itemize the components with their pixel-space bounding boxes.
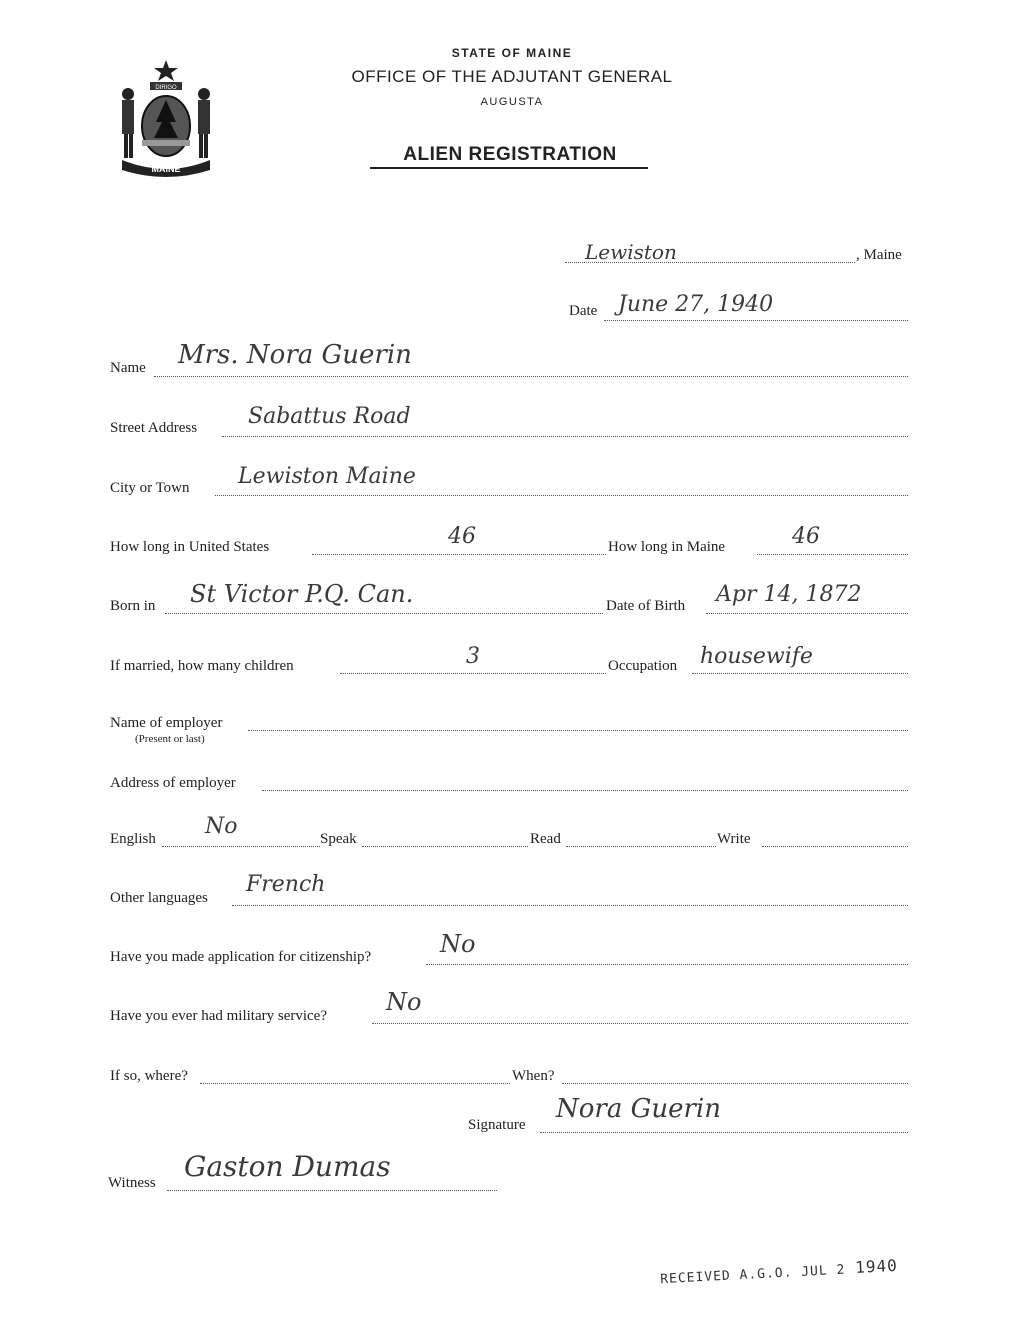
born-in-label: Born in (110, 598, 156, 614)
title-underline (370, 167, 648, 169)
years-maine-value: 46 (792, 524, 820, 549)
write-line (762, 846, 908, 847)
military-line (372, 1023, 908, 1024)
name-value: Mrs. Nora Guerin (178, 340, 412, 370)
speak-line (362, 846, 528, 847)
english-line (162, 846, 320, 847)
employer-label: Name of employer (110, 715, 223, 731)
city-value: Lewiston Maine (238, 464, 416, 489)
born-in-line (165, 613, 603, 614)
signature-value: Nora Guerin (556, 1094, 721, 1124)
date-label: Date (569, 303, 598, 319)
employer-address-label: Address of employer (110, 775, 236, 791)
witness-value: Gaston Dumas (184, 1150, 391, 1183)
seal-motto: DIRIGO (155, 85, 177, 91)
born-in-value: St Victor P.Q. Can. (190, 580, 414, 608)
place-value: Lewiston (585, 240, 677, 264)
dob-value: Apr 14, 1872 (716, 582, 862, 607)
received-stamp (660, 1256, 899, 1287)
header-city: AUGUSTA (480, 96, 544, 108)
how-long-maine-label: How long in Maine (608, 539, 726, 555)
military-label: Have you ever had military service? (110, 1008, 327, 1024)
witness-line (167, 1190, 497, 1191)
where-label: If so, where? (110, 1068, 188, 1084)
place-suffix: , Maine (856, 247, 902, 263)
children-line (340, 673, 606, 674)
dob-line (706, 613, 908, 614)
stamp-text: RECEIVED A.G.O. JUL 2 (659, 1262, 846, 1288)
header-office: OFFICE OF THE ADJUTANT GENERAL (351, 67, 673, 86)
citizenship-line (426, 964, 908, 965)
citizenship-label: Have you made application for citizenship? (110, 949, 372, 965)
name-label: Name (110, 360, 146, 376)
witness-label: Witness (108, 1175, 156, 1191)
seal-banner: MAINE (151, 164, 181, 174)
when-line (562, 1083, 908, 1084)
date-line (604, 320, 908, 321)
how-long-us-line (312, 554, 606, 555)
citizenship-value: No (440, 930, 476, 958)
street-value: Sabattus Road (248, 404, 411, 429)
employer-note: (Present or last) (135, 733, 205, 745)
where-line (200, 1083, 510, 1084)
english-label: English (110, 831, 156, 847)
speak-label: Speak (320, 831, 357, 847)
signature-line (540, 1132, 908, 1133)
signature-label: Signature (468, 1117, 526, 1133)
other-languages-value: French (246, 872, 326, 897)
years-us-value: 46 (448, 524, 476, 549)
when-label: When? (512, 1068, 555, 1084)
write-label: Write (717, 831, 751, 847)
stamp-year: 1940 (854, 1255, 899, 1277)
header-state: STATE OF MAINE (451, 46, 573, 60)
read-line (566, 846, 716, 847)
children-value: 3 (466, 644, 480, 669)
employer-address-line (262, 790, 908, 791)
employer-line (248, 730, 908, 731)
occupation-label: Occupation (608, 658, 678, 674)
form-title: ALIEN REGISTRATION (403, 144, 617, 165)
how-long-us-label: How long in United States (110, 539, 270, 555)
how-long-maine-line (757, 554, 908, 555)
english-value: No (205, 814, 238, 839)
occupation-value: housewife (700, 644, 813, 669)
military-value: No (386, 988, 422, 1016)
occupation-line (692, 673, 908, 674)
date-value: June 27, 1940 (618, 292, 774, 317)
city-label: City or Town (110, 480, 190, 496)
city-line (215, 495, 908, 496)
street-label: Street Address (110, 420, 198, 436)
dob-label: Date of Birth (606, 598, 686, 614)
street-line (222, 436, 908, 437)
children-label: If married, how many children (110, 658, 294, 674)
read-label: Read (530, 831, 561, 847)
other-languages-line (232, 905, 908, 906)
other-languages-label: Other languages (110, 890, 208, 906)
name-line (154, 376, 908, 377)
